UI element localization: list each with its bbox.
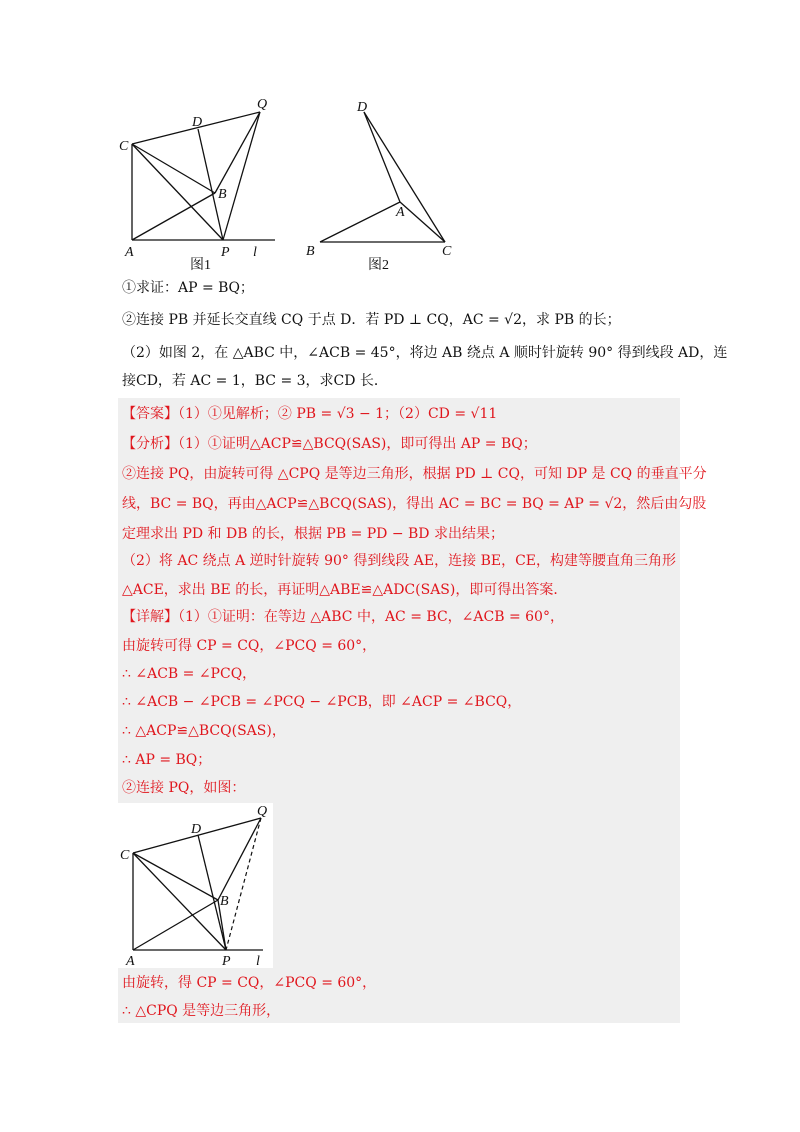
analysis-line-4: 定理求出 PD 和 DB 的长，根据 PB = PD − BD 求出结果； <box>122 526 504 542</box>
fig2-label-d: D <box>357 100 368 115</box>
fig2-caption: 图2 <box>368 258 389 273</box>
analysis-line-3: 线，BC = BQ，再由△ACP≌△BCQ(SAS)，得出 AC = BC = BQ = AP = √2，然后由勾股 <box>122 496 707 512</box>
fig1-label-q: Q <box>257 97 268 112</box>
detail-line-9: ∴ △CPQ 是等边三角形， <box>122 1003 281 1019</box>
fig2-label-c: C <box>442 244 452 259</box>
detail-line-5: ∴ △ACP≌△BCQ(SAS)， <box>122 723 286 739</box>
fig1-label-b: B <box>218 187 227 202</box>
detail-line-8: 由旋转，得 CP = CQ，∠PCQ = 60°， <box>122 975 377 991</box>
fig2-label-b: B <box>306 244 315 259</box>
fig3-label-p: P <box>222 954 231 968</box>
detail-line-1: 【详解】（1）①证明：在等边 △ABC 中，AC = BC，∠ACB = 60°， <box>122 609 564 625</box>
fig1-label-l: l <box>253 245 257 260</box>
detail-line-7: ②连接 PQ，如图： <box>122 780 246 796</box>
text-line-2: ②连接 PB 并延长交直线 CQ 于点 D．若 PD ⊥ CQ，AC = √2，求 PB 的长； <box>122 312 621 328</box>
detail-line-4: ∴ ∠ACB − ∠PCB = ∠PCQ − ∠PCB，即 ∠ACP = ∠BCQ， <box>122 694 522 710</box>
answer-line: 【答案】（1）①见解析；② PB = √3 − 1；（2）CD = √11 <box>122 406 498 422</box>
analysis-line-5: （2）将 AC 绕点 A 逆时针旋转 90° 得到线段 AE，连接 BE，CE，构建等腰直角三角形 <box>122 553 677 569</box>
figure-1 <box>115 92 285 267</box>
fig3-label-d: D <box>191 822 202 837</box>
detail-line-3: ∴ ∠ACB = ∠PCQ， <box>122 666 257 682</box>
text-line-4: 接CD，若 AC = 1，BC = 3，求CD 长． <box>122 373 388 389</box>
fig1-label-a: A <box>125 245 134 260</box>
detail-line-2: 由旋转可得 CP = CQ，∠PCQ = 60°， <box>122 638 377 654</box>
fig1-label-c: C <box>119 139 129 154</box>
fig3-label-a: A <box>126 954 135 968</box>
fig3-label-q: Q <box>257 804 268 819</box>
text-line-1: ①求证：AP = BQ； <box>122 280 254 296</box>
fig2-label-a: A <box>396 205 405 220</box>
analysis-line-1: 【分析】（1）①证明△ACP≌△BCQ(SAS)，即可得出 AP = BQ； <box>122 436 537 452</box>
fig1-label-p: P <box>221 245 230 260</box>
fig1-caption: 图1 <box>190 258 211 273</box>
fig3-label-c: C <box>120 848 130 863</box>
figure-3 <box>118 803 273 968</box>
fig3-label-b: B <box>220 894 229 909</box>
dashed-pq-line <box>226 818 261 950</box>
analysis-line-6: △ACE，求出 BE 的长，再证明△ABE≌△ADC(SAS)，即可得出答案． <box>122 582 568 598</box>
detail-line-6: ∴ AP = BQ； <box>122 752 212 768</box>
analysis-line-2: ②连接 PQ，由旋转可得 △CPQ 是等边三角形，根据 PD ⊥ CQ，可知 DP 是 CQ 的垂直平分 <box>122 466 707 482</box>
fig1-label-d: D <box>192 115 203 130</box>
figure-2 <box>300 92 470 267</box>
fig3-label-l: l <box>256 954 260 968</box>
text-line-3: （2）如图 2，在 △ABC 中，∠ACB = 45°，将边 AB 绕点 A 顺时针旋转 90° 得到线段 AD，连 <box>122 345 728 361</box>
